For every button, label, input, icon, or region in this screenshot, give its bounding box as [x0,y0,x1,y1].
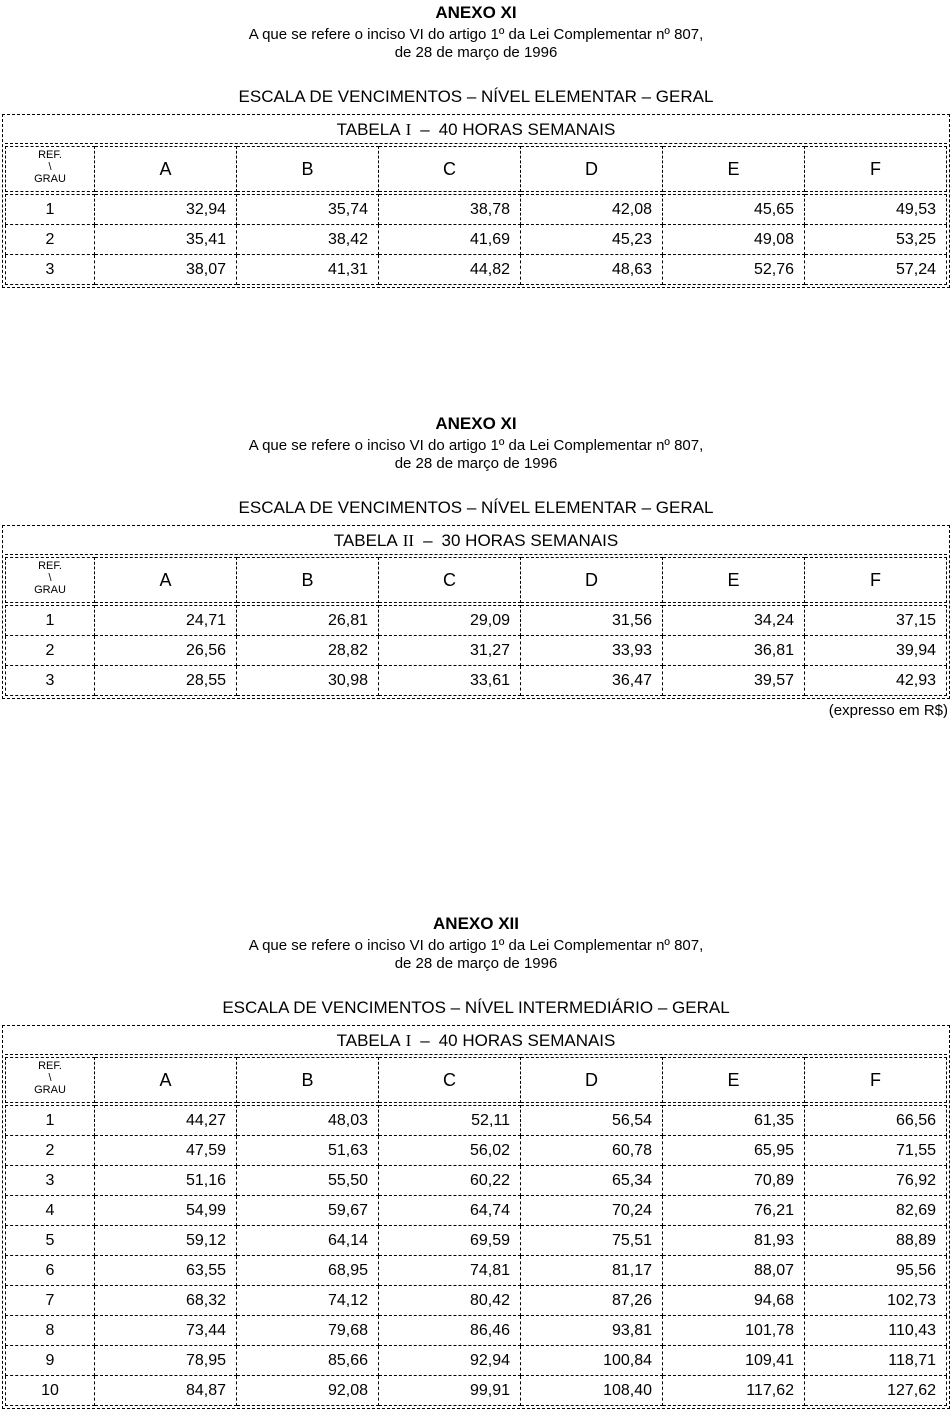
value-cell: 59,67 [237,1196,379,1226]
value-cell: 73,44 [95,1316,237,1346]
column-header-cell: E [663,1058,805,1103]
value-cell: 55,50 [237,1166,379,1196]
table-title [5,528,947,555]
header-row [6,558,947,603]
table-row [6,1376,947,1406]
value-cell: 38,78 [379,195,521,225]
column-header-cell: F [805,1058,947,1103]
annex-subtitle-line1: A que se refere o inciso VI do artigo 1º da Lei Complementar nº 807, [248,937,704,954]
table-body [5,605,947,696]
value-cell: 47,59 [95,1136,237,1166]
annex-title: ANEXO XI [435,414,517,433]
table-row [6,666,947,696]
value-cell: 66,56 [805,1106,947,1136]
row-ref-cell: 10 [6,1376,95,1406]
value-cell: 92,94 [379,1346,521,1376]
table-title-numeral: I [405,120,412,139]
value-cell: 24,71 [95,606,237,636]
value-cell: 31,56 [521,606,663,636]
annex-section-3 [0,914,952,1409]
table-title [5,1028,947,1055]
ref-grau-line: GRAU [34,584,66,596]
value-cell: 41,31 [237,255,379,285]
column-header-cell: C [379,1058,521,1103]
column-header-cell: F [805,147,947,192]
value-cell: 94,68 [663,1286,805,1316]
column-header-cell: D [521,558,663,603]
table-row [6,1136,947,1166]
annex-subtitle-line2: de 28 de março de 1996 [394,455,558,472]
table-title-suffix: 40 HORAS SEMANAIS [438,1031,616,1050]
value-cell: 92,08 [237,1376,379,1406]
annex-title: ANEXO XII [433,914,519,933]
value-cell: 28,55 [95,666,237,696]
row-ref-cell: 2 [6,636,95,666]
value-cell: 117,62 [663,1376,805,1406]
value-cell: 38,42 [237,225,379,255]
value-cell: 35,74 [237,195,379,225]
value-cell: 54,99 [95,1196,237,1226]
value-cell: 48,63 [521,255,663,285]
scale-title: ESCALA DE VENCIMENTOS – NÍVEL ELEMENTAR – GERAL [238,498,714,517]
table-row [6,1256,947,1286]
column-header-cell: A [95,558,237,603]
row-ref-cell: 4 [6,1196,95,1226]
value-cell: 81,93 [663,1226,805,1256]
row-ref-cell: 1 [6,606,95,636]
value-cell: 108,40 [521,1376,663,1406]
value-cell: 109,41 [663,1346,805,1376]
row-ref-cell: 1 [6,195,95,225]
value-cell: 88,89 [805,1226,947,1256]
table-title [5,117,947,144]
table-row [6,255,947,285]
value-cell: 74,81 [379,1256,521,1286]
table-title-prefix: TABELA [333,531,398,550]
value-cell: 86,46 [379,1316,521,1346]
value-cell: 39,94 [805,636,947,666]
ref-grau-line: \ [48,161,52,173]
value-cell: 101,78 [663,1316,805,1346]
value-cell: 28,82 [237,636,379,666]
table-title-prefix: TABELA [336,120,401,139]
value-cell: 70,89 [663,1166,805,1196]
salary-table [2,525,950,699]
value-cell: 95,56 [805,1256,947,1286]
value-cell: 84,87 [95,1376,237,1406]
value-cell: 44,27 [95,1106,237,1136]
value-cell: 42,93 [805,666,947,696]
currency-note: (expresso em R$) [828,702,948,719]
value-cell: 127,62 [805,1376,947,1406]
value-cell: 65,95 [663,1136,805,1166]
ref-grau-line: \ [48,572,52,584]
value-cell: 48,03 [237,1106,379,1136]
scale-title: ESCALA DE VENCIMENTOS – NÍVEL ELEMENTAR – GERAL [238,87,714,106]
value-cell: 33,61 [379,666,521,696]
value-cell: 36,81 [663,636,805,666]
value-cell: 33,93 [521,636,663,666]
header-row [6,1058,947,1103]
table-row [6,1196,947,1226]
table-title-suffix: 40 HORAS SEMANAIS [438,120,616,139]
value-cell: 64,74 [379,1196,521,1226]
table-row [6,1316,947,1346]
value-cell: 70,24 [521,1196,663,1226]
table-title-dash: – [420,1031,430,1050]
table-title-dash: – [420,120,430,139]
value-cell: 76,21 [663,1196,805,1226]
value-cell: 53,25 [805,225,947,255]
value-cell: 60,22 [379,1166,521,1196]
annex-subtitle-line1: A que se refere o inciso VI do artigo 1º da Lei Complementar nº 807, [248,437,704,454]
annex-section-1 [0,3,952,288]
table-title-numeral: I [405,1031,412,1050]
value-cell: 39,57 [663,666,805,696]
column-header-cell: A [95,1058,237,1103]
value-cell: 51,16 [95,1166,237,1196]
value-cell: 93,81 [521,1316,663,1346]
table-row [6,1286,947,1316]
ref-grau-header [6,147,95,192]
value-cell: 64,14 [237,1226,379,1256]
value-cell: 26,81 [237,606,379,636]
value-cell: 52,11 [379,1106,521,1136]
value-cell: 63,55 [95,1256,237,1286]
scale-title: ESCALA DE VENCIMENTOS – NÍVEL INTERMEDIÁRIO – GERAL [222,998,730,1017]
annex-subtitle-line2: de 28 de março de 1996 [394,955,558,972]
value-cell: 49,08 [663,225,805,255]
row-ref-cell: 5 [6,1226,95,1256]
column-header-cell: F [805,558,947,603]
value-cell: 57,24 [805,255,947,285]
column-header-cell: E [663,558,805,603]
value-cell: 118,71 [805,1346,947,1376]
ref-grau-header [6,1058,95,1103]
value-cell: 34,24 [663,606,805,636]
value-cell: 65,34 [521,1166,663,1196]
value-cell: 60,78 [521,1136,663,1166]
value-cell: 37,15 [805,606,947,636]
value-cell: 56,02 [379,1136,521,1166]
ref-grau-line: REF. [38,560,62,572]
value-cell: 26,56 [95,636,237,666]
table-row [6,1226,947,1256]
annex-section-2 [0,414,952,720]
column-header-cell: C [379,147,521,192]
value-cell: 41,69 [379,225,521,255]
value-cell: 68,32 [95,1286,237,1316]
header-row [6,147,947,192]
ref-grau-line: REF. [38,1060,62,1072]
value-cell: 71,55 [805,1136,947,1166]
column-header-row [5,146,947,192]
row-ref-cell: 3 [6,1166,95,1196]
ref-grau-line: GRAU [34,1084,66,1096]
table-row [6,195,947,225]
ref-grau-line: GRAU [34,173,66,185]
salary-table [2,114,950,288]
value-cell: 100,84 [521,1346,663,1376]
column-header-cell: B [237,147,379,192]
value-cell: 99,91 [379,1376,521,1406]
table-title-numeral: II [402,531,415,550]
annex-subtitle-line1: A que se refere o inciso VI do artigo 1º da Lei Complementar nº 807, [248,26,704,43]
value-cell: 38,07 [95,255,237,285]
value-cell: 59,12 [95,1226,237,1256]
row-ref-cell: 3 [6,666,95,696]
table-body [5,194,947,285]
column-header-cell: D [521,147,663,192]
salary-table [2,1025,950,1409]
table-row [6,225,947,255]
row-ref-cell: 9 [6,1346,95,1376]
value-cell: 30,98 [237,666,379,696]
value-cell: 35,41 [95,225,237,255]
row-ref-cell: 1 [6,1106,95,1136]
value-cell: 31,27 [379,636,521,666]
value-cell: 79,68 [237,1316,379,1346]
value-cell: 80,42 [379,1286,521,1316]
table-row [6,636,947,666]
value-cell: 81,17 [521,1256,663,1286]
column-header-cell: C [379,558,521,603]
column-header-cell: B [237,558,379,603]
value-cell: 52,76 [663,255,805,285]
table-row [6,1346,947,1376]
value-cell: 78,95 [95,1346,237,1376]
table-body [5,1105,947,1406]
annex-subtitle-line2: de 28 de março de 1996 [394,44,558,61]
row-ref-cell: 7 [6,1286,95,1316]
row-ref-cell: 6 [6,1256,95,1286]
value-cell: 102,73 [805,1286,947,1316]
table-title-prefix: TABELA [336,1031,401,1050]
value-cell: 110,43 [805,1316,947,1346]
value-cell: 45,23 [521,225,663,255]
value-cell: 68,95 [237,1256,379,1286]
value-cell: 29,09 [379,606,521,636]
column-header-row [5,1057,947,1103]
value-cell: 44,82 [379,255,521,285]
value-cell: 74,12 [237,1286,379,1316]
value-cell: 42,08 [521,195,663,225]
value-cell: 82,69 [805,1196,947,1226]
value-cell: 76,92 [805,1166,947,1196]
value-cell: 61,35 [663,1106,805,1136]
value-cell: 32,94 [95,195,237,225]
value-cell: 85,66 [237,1346,379,1376]
ref-grau-line: REF. [38,149,62,161]
column-header-cell: D [521,1058,663,1103]
column-header-cell: A [95,147,237,192]
value-cell: 88,07 [663,1256,805,1286]
column-header-row [5,557,947,603]
value-cell: 56,54 [521,1106,663,1136]
value-cell: 87,26 [521,1286,663,1316]
ref-grau-line: \ [48,1072,52,1084]
column-header-cell: B [237,1058,379,1103]
table-row [6,1166,947,1196]
value-cell: 75,51 [521,1226,663,1256]
table-row [6,606,947,636]
value-cell: 51,63 [237,1136,379,1166]
annex-title: ANEXO XI [435,3,517,22]
table-row [6,1106,947,1136]
row-ref-cell: 8 [6,1316,95,1346]
row-ref-cell: 3 [6,255,95,285]
value-cell: 45,65 [663,195,805,225]
row-ref-cell: 2 [6,225,95,255]
row-ref-cell: 2 [6,1136,95,1166]
column-header-cell: E [663,147,805,192]
table-title-suffix: 30 HORAS SEMANAIS [441,531,619,550]
ref-grau-header [6,558,95,603]
table-title-dash: – [423,531,433,550]
value-cell: 36,47 [521,666,663,696]
value-cell: 69,59 [379,1226,521,1256]
value-cell: 49,53 [805,195,947,225]
